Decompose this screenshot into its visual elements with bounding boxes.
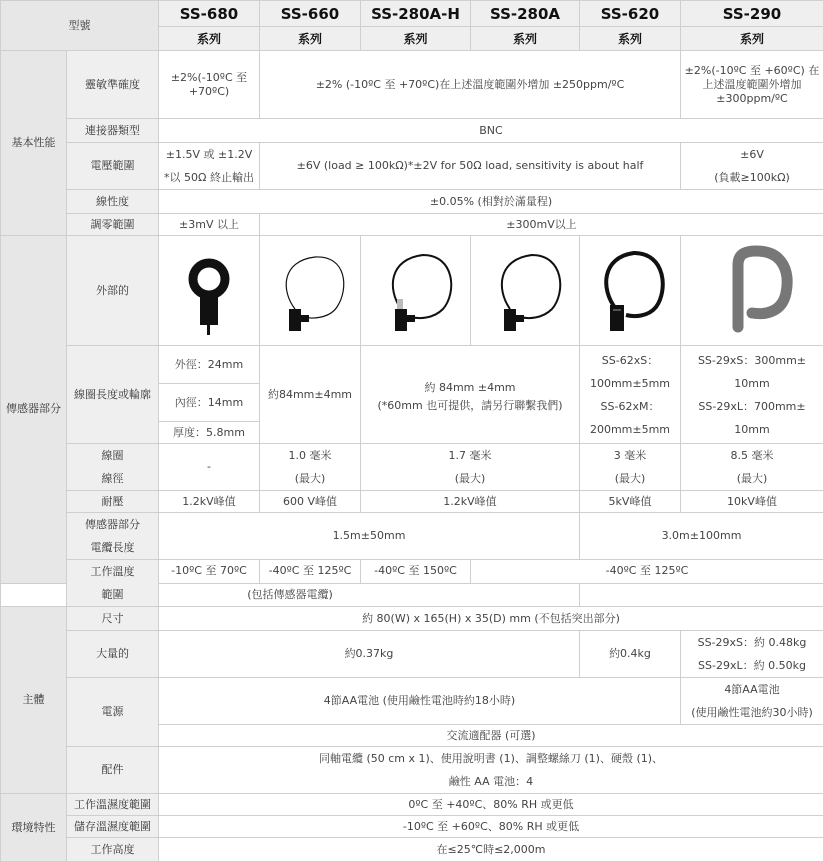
- altitude-value: 在≤25℃時≤2,000m: [159, 838, 823, 862]
- withstand-ss290: 10kV峰值: [681, 491, 823, 513]
- sensitivity-ss680: ±2%(-10ºC 至 +70ºC): [159, 51, 260, 119]
- probe-ss280ah-icon: [373, 243, 459, 339]
- wire-mid: [361, 444, 580, 491]
- probe-ss280a-icon: [482, 243, 568, 339]
- coil-mid-length: 約 84mm ±4mm: [364, 376, 576, 399]
- probe-ss680-icon: [179, 243, 239, 339]
- wire-ss680: -: [159, 444, 260, 491]
- coil-ss620-s-value: 100mm±5mm: [583, 372, 677, 395]
- mass-ss290-l: SS-29xL：約 0.50kg: [684, 654, 820, 677]
- group-main: 主體: [1, 607, 67, 794]
- coil-ss680-inner: 內徑：14mm: [159, 384, 260, 422]
- power-ss290-hours: (使用鹼性電池約30小時): [684, 701, 820, 724]
- label-cable: [67, 513, 159, 560]
- model-ss660: SS-660: [260, 1, 361, 27]
- voltage-ss290-range: ±6V: [684, 143, 820, 166]
- label-mass: 大量的: [67, 631, 159, 678]
- coil-ss290-s-value: 10mm: [684, 372, 820, 395]
- voltage-mid: ±6V (load ≥ 100kΩ)*±2V for 50Ω load, sensitivity is about half: [260, 143, 681, 190]
- temp-ss680: -10ºC 至 70ºC: [159, 560, 260, 584]
- sensitivity-ss290: ±2%(-10ºC 至 +60ºC) 在上述溫度範圍外增加 ±300ppm/ºC: [681, 51, 823, 119]
- model-ss280a: SS-280A: [471, 1, 580, 27]
- series-ss620: 系列: [580, 27, 681, 51]
- power-ss290-battery: 4節AA電池: [684, 678, 820, 701]
- label-cable-b: 電纜長度: [70, 536, 155, 559]
- series-ss280ah: 系列: [361, 27, 471, 51]
- coil-ss290: [681, 346, 823, 444]
- label-op-humidity: 工作溫濕度範圍: [67, 794, 159, 816]
- probe-ss620-cell: [580, 236, 681, 346]
- wire-ss660: [260, 444, 361, 491]
- mass-ss620: 約0.4kg: [580, 631, 681, 678]
- label-zero: 調零範圍: [67, 214, 159, 236]
- power-adapter: 交流適配器 (可選): [159, 725, 823, 747]
- withstand-ss680: 1.2kV峰值: [159, 491, 260, 513]
- voltage-ss290-note: (負載≥100kΩ): [684, 166, 820, 189]
- group-env: 環境特性: [1, 794, 67, 862]
- wire-ss290-value: 8.5 毫米: [684, 444, 820, 467]
- accessories-line2: 鹼性 AA 電池：4: [162, 770, 820, 793]
- group-basic: 基本性能: [1, 51, 67, 236]
- accessories-line1: 同軸電纜 (50 cm x 1)、使用說明書 (1)、調整螺絲刀 (1)、硬殼 (1)、: [162, 747, 820, 770]
- accessories-value: [159, 747, 823, 794]
- label-wire-b: 線徑: [70, 467, 155, 490]
- probe-ss660-cell: [260, 236, 361, 346]
- coil-mid: [361, 346, 580, 444]
- zero-ss680: ±3mV 以上: [159, 214, 260, 236]
- connector-value: BNC: [159, 119, 823, 143]
- coil-mid-note: (*60mm 也可提供，請另行聯繫我們): [364, 399, 576, 413]
- size-value: 約 80(W) x 165(H) x 35(D) mm (不包括突出部分): [159, 607, 823, 631]
- voltage-ss290: [681, 143, 823, 190]
- label-cable-a: 傳感器部分: [70, 513, 155, 536]
- wire-ss620: [580, 444, 681, 491]
- zero-rest: ±300mV以上: [260, 214, 823, 236]
- cable-short: 1.5m±50mm: [159, 513, 580, 560]
- group-sensor: 傳感器部分: [1, 236, 67, 584]
- power-ss290: [681, 678, 823, 725]
- wire-ss660-max: (最大): [263, 467, 357, 490]
- model-ss620: SS-620: [580, 1, 681, 27]
- label-coil: 線圈長度或輪廓: [67, 346, 159, 444]
- wire-mid-max: (最大): [364, 467, 576, 490]
- model-header: 型號: [1, 1, 159, 51]
- probe-ss620-icon: [590, 243, 670, 339]
- model-ss290: SS-290: [681, 1, 823, 27]
- wire-ss290: [681, 444, 823, 491]
- temp-ss660: -40ºC 至 125ºC: [260, 560, 361, 584]
- model-ss280ah: SS-280A-H: [361, 1, 471, 27]
- label-voltage: 電壓範圍: [67, 143, 159, 190]
- coil-ss290-l-label: SS-29xL：700mm±: [684, 395, 820, 418]
- coil-ss680-thick: 厚度：5.8mm: [159, 422, 260, 444]
- probe-ss290-cell: [681, 236, 823, 346]
- label-wire-a: 線圈: [70, 444, 155, 467]
- coil-ss660: 約84mm±4mm: [260, 346, 361, 444]
- wire-ss620-max: (最大): [583, 467, 677, 490]
- label-temp-a: 工作溫度: [70, 560, 155, 583]
- withstand-mid: 1.2kV峰值: [361, 491, 580, 513]
- label-wire: [67, 444, 159, 491]
- label-power: 電源: [67, 678, 159, 747]
- wire-ss660-value: 1.0 毫米: [263, 444, 357, 467]
- wire-ss620-value: 3 毫米: [583, 444, 677, 467]
- label-appearance: 外部的: [67, 236, 159, 346]
- withstand-ss660: 600 V峰值: [260, 491, 361, 513]
- label-linearity: 線性度: [67, 190, 159, 214]
- probe-ss280a-cell: [471, 236, 580, 346]
- temp-rest: -40ºC 至 125ºC: [471, 560, 823, 584]
- label-size: 尺寸: [67, 607, 159, 631]
- power-left: 4節AA電池 (使用鹼性電池時約18小時): [159, 678, 681, 725]
- wire-ss290-max: (最大): [684, 467, 820, 490]
- coil-ss620-m-label: SS-62xM：: [583, 395, 677, 418]
- op-humidity-value: 0ºC 至 +40ºC、80% RH 或更低: [159, 794, 823, 816]
- voltage-ss680-note: *以 50Ω 終止輸出: [162, 166, 256, 189]
- coil-ss620-m-value: 200mm±5mm: [583, 418, 677, 441]
- probe-ss660-icon: [267, 243, 353, 339]
- mass-left: 約0.37kg: [159, 631, 580, 678]
- label-temp-b: 範圍: [70, 583, 155, 606]
- series-ss290: 系列: [681, 27, 823, 51]
- label-accessories: 配件: [67, 747, 159, 794]
- probe-ss290-icon: [704, 243, 800, 339]
- coil-ss620-s-label: SS-62xS：: [583, 349, 677, 372]
- mass-ss290: [681, 631, 823, 678]
- sensitivity-mid: ±2% (-10ºC 至 +70ºC)在上述溫度範圍外增加 ±250ppm/ºC: [260, 51, 681, 119]
- voltage-ss680-range: ±1.5V 或 ±1.2V: [162, 143, 256, 166]
- label-st-humidity: 儲存溫濕度範圍: [67, 816, 159, 838]
- label-connector: 連接器類型: [67, 119, 159, 143]
- series-ss680: 系列: [159, 27, 260, 51]
- probe-ss280ah-cell: [361, 236, 471, 346]
- linearity-value: ±0.05% (相對於滿量程): [159, 190, 823, 214]
- coil-ss290-s-label: SS-29xS：300mm±: [684, 349, 820, 372]
- mass-ss290-s: SS-29xS：約 0.48kg: [684, 631, 820, 654]
- coil-ss620: [580, 346, 681, 444]
- label-altitude: 工作高度: [67, 838, 159, 862]
- coil-ss680-outer: 外徑：24mm: [159, 346, 260, 384]
- temp-note: (包括傳感器電纜): [1, 583, 580, 607]
- st-humidity-value: -10ºC 至 +60ºC、80% RH 或更低: [159, 816, 823, 838]
- cable-long: 3.0m±100mm: [580, 513, 823, 560]
- label-sensitivity: 靈敏準確度: [67, 51, 159, 119]
- series-ss660: 系列: [260, 27, 361, 51]
- coil-ss290-l-value: 10mm: [684, 418, 820, 441]
- probe-ss680-cell: [159, 236, 260, 346]
- label-withstand: 耐壓: [67, 491, 159, 513]
- series-ss280a: 系列: [471, 27, 580, 51]
- voltage-ss680: [159, 143, 260, 190]
- withstand-ss620: 5kV峰值: [580, 491, 681, 513]
- model-ss680: SS-680: [159, 1, 260, 27]
- wire-mid-value: 1.7 毫米: [364, 444, 576, 467]
- temp-ss280ah: -40ºC 至 150ºC: [361, 560, 471, 584]
